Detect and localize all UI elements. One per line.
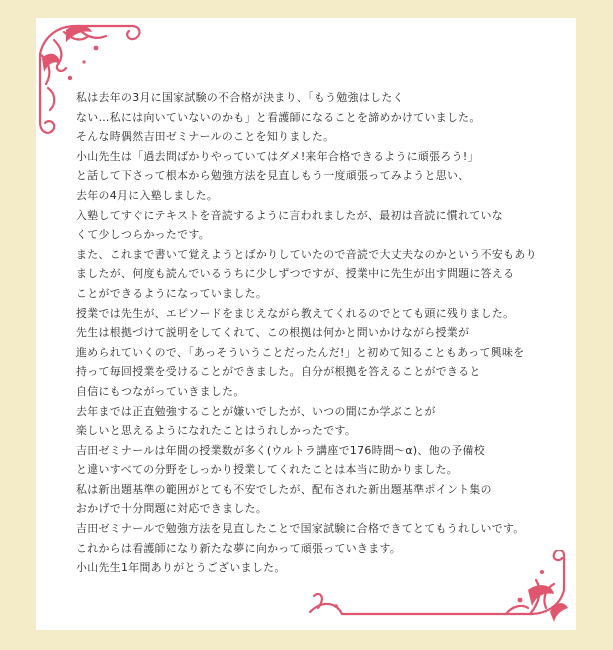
letter-line: 進められていくので、「あっそういうことだったんだ!」と初めて知ることもあって興味を bbox=[76, 345, 525, 359]
letter-text bbox=[76, 88, 576, 578]
letter-line: と話して下さって根本から勉強方法を見直しもう一度頑張ってみようと思い、 bbox=[76, 169, 470, 183]
letter-line: これからは看護師になり新たな夢に向かって頑張っていきます。 bbox=[76, 541, 402, 555]
letter-line: 自信にもつながっていきました。 bbox=[76, 384, 245, 398]
letter-line: と違いすべての分野をしっかり授業してくれたことは本当に助かりました。 bbox=[76, 463, 458, 477]
letter-line: 小山先生は「過去問ばかりやっていてはダメ!来年合格できるように頑張ろう!」 bbox=[76, 149, 479, 163]
letter-line: 授業では先生が、エピソードをまじえながら教えてくれるのでとても頭に残りました。 bbox=[76, 306, 515, 320]
letter-line: ましたが、何度も読んでいるうちに少しずつですが、授業中に先生が出す問題に答える bbox=[76, 267, 515, 281]
letter-line: 楽しいと思えるようになれたことはうれしかったです。 bbox=[76, 424, 357, 438]
letter-line: ない…私には向いていないのかも」と看護師になることを諦めかけていました。 bbox=[76, 110, 481, 124]
letter-line: 吉田ゼミナールは年間の授業数が多く(ウルトラ講座で176時間〜α)、他の予備校 bbox=[76, 443, 485, 457]
letter-line: また、これまで書いて覚えようとばかりしていたので音読で大丈夫なのかという不安もあり bbox=[76, 247, 537, 261]
letter-line: 小山先生1年間ありがとうございました。 bbox=[76, 561, 286, 575]
letter-line: 去年の4月に入塾しました。 bbox=[76, 188, 219, 202]
letter-line: 私は新出題基準の範囲がとても不安でしたが、配布された新出題基準ポイント集の bbox=[76, 482, 492, 496]
letter-line: 吉田ゼミナールで勉強方法を見直したことで国家試験に合格できてとてもうれしいです。 bbox=[76, 522, 525, 536]
letter-line: ことができるようになっていました。 bbox=[76, 286, 268, 300]
letter-line: 持って毎回授業を受けることができました。自分が根拠を答えることができると bbox=[76, 365, 481, 379]
letter-line: くて少しつらかったです。 bbox=[76, 228, 211, 242]
letter-line: 去年までは正直勉強することが嫌いでしたが、いつの間にか学ぶことが bbox=[76, 404, 436, 418]
letter-card bbox=[36, 18, 576, 630]
letter-line: おかげで十分問題に対応できました。 bbox=[76, 502, 268, 516]
letter-line: 先生は根拠づけて説明をしてくれて、この根拠は何かと問いかけながら授業が bbox=[76, 326, 470, 340]
letter-line: 入塾してすぐにテキストを音読するように言われましたが、最初は音読に慣れていな bbox=[76, 208, 503, 222]
letter-line: そんな時偶然吉田ゼミナールのことを知りました。 bbox=[76, 130, 335, 144]
letter-line: 私は去年の3月に国家試験の不合格が決まり、「もう勉強はしたく bbox=[76, 91, 404, 104]
